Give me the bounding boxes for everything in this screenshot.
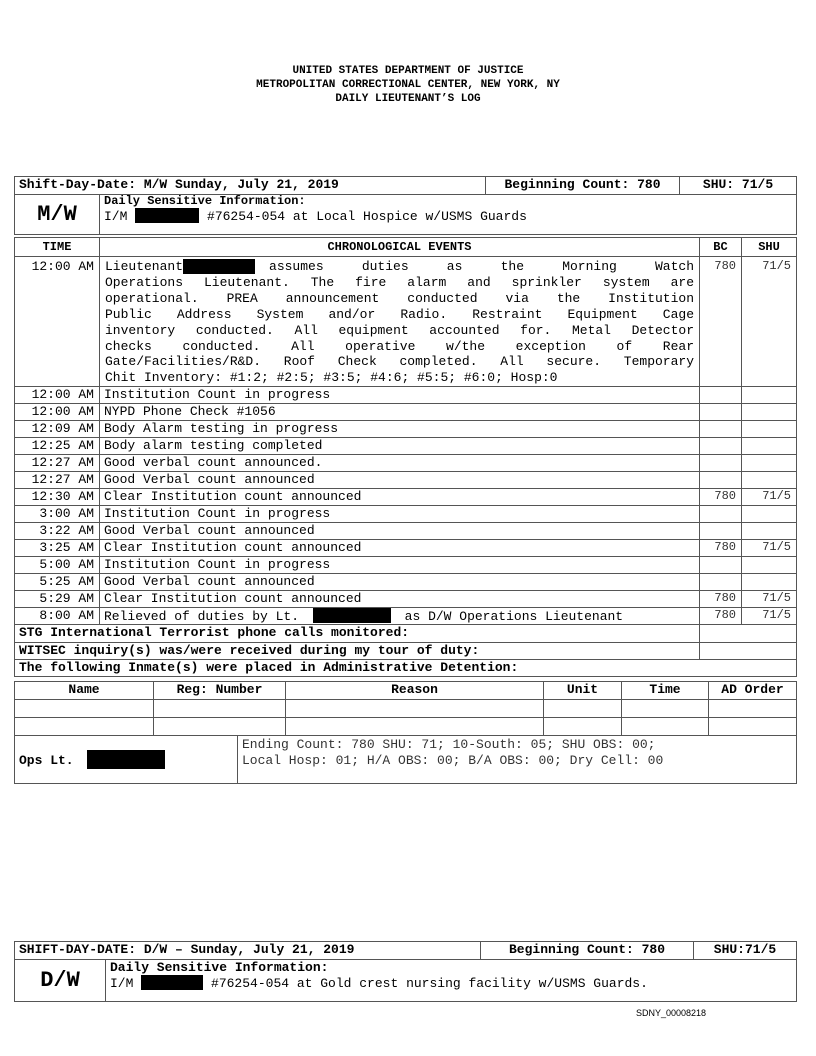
ad-table — [14, 681, 797, 736]
event-bc — [700, 472, 742, 489]
event-bc — [700, 421, 742, 438]
ending-table — [14, 735, 797, 784]
header-line-2: METROPOLITAN CORRECTIONAL CENTER, NEW YORK, NY — [256, 79, 560, 91]
dw-sensitive-text: #76254-054 at Gold crest nursing facility w/USMS Guards. — [211, 976, 648, 991]
event-time: 12:09 AM — [15, 421, 100, 438]
event-bc: 780 — [700, 489, 742, 506]
event-shu — [742, 523, 797, 540]
ad-heading: The following Inmate(s) were placed in Administrative Detention: — [15, 660, 797, 677]
mw-code: M/W — [15, 195, 100, 235]
first-event-line-5: checks conducted. All operative w/the exception of Rear — [105, 338, 694, 354]
mw-beginning-count: Beginning Count: 780 — [486, 177, 680, 195]
event-text: Good Verbal count announced — [100, 574, 700, 591]
event-shu — [742, 574, 797, 591]
redaction-bar — [135, 208, 199, 223]
event-text: Body alarm testing completed — [100, 438, 700, 455]
word-lieutenant: Lieutenant — [105, 259, 184, 274]
event-shu — [742, 387, 797, 404]
event-time: 12:27 AM — [15, 472, 100, 489]
header-line-3: DAILY LIEUTENANT’S LOG — [335, 93, 481, 105]
first-event-text — [100, 257, 700, 387]
event-row — [15, 421, 797, 438]
event-shu: 71/5 — [742, 608, 797, 625]
event-time: 3:22 AM — [15, 523, 100, 540]
dw-shu: SHU:71/5 — [694, 942, 797, 960]
event-row — [15, 523, 797, 540]
relieved-row — [15, 608, 797, 625]
ops-lt — [15, 736, 238, 784]
event-shu — [742, 455, 797, 472]
event-row — [15, 591, 797, 608]
event-shu — [742, 472, 797, 489]
event-row — [15, 540, 797, 557]
first-event-after-name: assumes duties as the Morning Watch — [269, 259, 694, 274]
event-row — [15, 438, 797, 455]
first-event-line-3: Public Address System and/or Radio. Restraint Equipment Cage — [105, 306, 694, 322]
dw-code: D/W — [15, 960, 106, 1002]
dw-beginning-count: Beginning Count: 780 — [481, 942, 694, 960]
event-shu — [742, 404, 797, 421]
event-bc: 780 — [700, 591, 742, 608]
event-bc — [700, 404, 742, 421]
event-bc: 780 — [700, 257, 742, 387]
ad-col-name: Name — [15, 682, 154, 700]
event-bc — [700, 455, 742, 472]
event-text: Clear Institution count announced — [100, 540, 700, 557]
ad-col-time: Time — [622, 682, 709, 700]
col-time: TIME — [15, 238, 100, 257]
events-table — [14, 237, 797, 677]
event-row — [15, 455, 797, 472]
event-bc — [700, 387, 742, 404]
event-shu — [742, 557, 797, 574]
first-event-last-line: Chit Inventory: #1:2; #2:5; #3:5; #4:6; #5:5; #6:0; Hosp:0 — [105, 370, 558, 386]
col-shu: SHU — [742, 238, 797, 257]
ending-line-2: Local Hosp: 01; H/A OBS: 00; B/A OBS: 00; Dry Cell: 00 — [242, 753, 664, 768]
event-bc: 780 — [700, 608, 742, 625]
event-bc: 780 — [700, 540, 742, 557]
mw-sensitive-text: #76254-054 at Local Hospice w/USMS Guards — [207, 209, 527, 224]
ad-col-ad-order: AD Order — [709, 682, 797, 700]
event-row — [15, 574, 797, 591]
redaction-bar — [87, 750, 165, 769]
event-text: NYPD Phone Check #1056 — [100, 404, 700, 421]
event-shu: 71/5 — [742, 591, 797, 608]
event-time: 5:25 AM — [15, 574, 100, 591]
event-text: Body Alarm testing in progress — [100, 421, 700, 438]
dw-shift-header — [14, 941, 797, 1002]
relieved-text — [100, 608, 700, 625]
event-row — [15, 387, 797, 404]
relieved-text-after: as D/W Operations Lieutenant — [404, 609, 624, 625]
dw-sensitive-label: Daily Sensitive Information: — [110, 960, 329, 975]
event-text: Good verbal count announced. — [100, 455, 700, 472]
stg-label: STG International Terrorist phone calls monitored: — [15, 625, 700, 643]
event-text: Clear Institution count announced — [100, 591, 700, 608]
event-bc — [700, 506, 742, 523]
event-time: 12:00 AM — [15, 257, 100, 387]
bates-number: SDNY_00008218 — [636, 1008, 707, 1018]
event-time: 5:29 AM — [15, 591, 100, 608]
ops-lt-label: Ops Lt. — [19, 753, 74, 768]
event-text: Institution Count in progress — [100, 557, 700, 574]
event-time: 3:25 AM — [15, 540, 100, 557]
event-shu — [742, 421, 797, 438]
dw-shift-label: SHIFT-DAY-DATE: D/W – Sunday, July 21, 2019 — [15, 942, 481, 960]
event-row — [15, 557, 797, 574]
relieved-text-before: Relieved of duties by Lt. — [104, 609, 300, 625]
event-row — [15, 472, 797, 489]
event-text: Institution Count in progress — [100, 506, 700, 523]
event-text: Good Verbal count announced — [100, 472, 700, 489]
mw-shu: SHU: 71/5 — [680, 177, 797, 195]
event-time: 12:25 AM — [15, 438, 100, 455]
event-time: 3:00 AM — [15, 506, 100, 523]
redaction-bar — [141, 975, 203, 990]
ad-col-reg: Reg: Number — [154, 682, 286, 700]
redaction-bar — [183, 259, 201, 274]
event-shu: 71/5 — [742, 489, 797, 506]
dw-sensitive-prefix: I/M — [110, 976, 134, 991]
event-text: Institution Count in progress — [100, 387, 700, 404]
event-shu: 71/5 — [742, 540, 797, 557]
mw-sensitive-prefix: I/M — [104, 209, 128, 224]
event-time: 12:27 AM — [15, 455, 100, 472]
ending-line-1: Ending Count: 780 SHU: 71; 10-South: 05; SHU OBS: 00; — [242, 737, 656, 752]
witsec-value — [700, 643, 797, 660]
col-bc: BC — [700, 238, 742, 257]
ad-col-unit: Unit — [544, 682, 622, 700]
dw-sensitive-info — [106, 960, 797, 1002]
event-shu — [742, 438, 797, 455]
event-bc — [700, 557, 742, 574]
first-event-row — [15, 257, 797, 387]
event-time: 5:00 AM — [15, 557, 100, 574]
first-event-line-6: Gate/Facilities/R&D. Roof Check completed. All secure. Temporary — [105, 354, 694, 370]
event-bc — [700, 574, 742, 591]
witsec-label: WITSEC inquiry(s) was/were received during my tour of duty: — [15, 643, 700, 660]
stg-value — [700, 625, 797, 643]
event-row — [15, 506, 797, 523]
event-time: 12:30 AM — [15, 489, 100, 506]
header-line-1: UNITED STATES DEPARTMENT OF JUSTICE — [292, 65, 524, 77]
first-event-line-2: operational. PREA announcement conducted via the Institution — [105, 290, 694, 306]
first-event-line-4: inventory conducted. All equipment accounted for. Metal Detector — [105, 322, 694, 338]
redaction-bar — [313, 608, 391, 623]
event-time: 12:00 AM — [15, 404, 100, 421]
mw-shift-label: Shift-Day-Date: M/W Sunday, July 21, 2019 — [15, 177, 486, 195]
col-events: CHRONOLOGICAL EVENTS — [100, 238, 700, 257]
mw-sensitive-label: Daily Sensitive Information: — [104, 194, 306, 208]
event-bc — [700, 438, 742, 455]
event-shu — [742, 506, 797, 523]
event-text: Clear Institution count announced — [100, 489, 700, 506]
event-row — [15, 404, 797, 421]
event-row — [15, 489, 797, 506]
ad-empty-row — [15, 718, 797, 736]
event-time: 8:00 AM — [15, 608, 100, 625]
event-time: 12:00 AM — [15, 387, 100, 404]
redaction-bar — [201, 259, 255, 274]
first-event-line-1: Operations Lieutenant. The fire alarm and sprinkler system are — [105, 274, 694, 290]
ad-empty-row — [15, 700, 797, 718]
event-bc — [700, 523, 742, 540]
event-shu: 71/5 — [742, 257, 797, 387]
ending-count — [238, 736, 797, 784]
mw-sensitive-info — [100, 195, 797, 235]
event-text: Good Verbal count announced — [100, 523, 700, 540]
ad-col-reason: Reason — [286, 682, 544, 700]
mw-shift-header — [14, 176, 797, 235]
